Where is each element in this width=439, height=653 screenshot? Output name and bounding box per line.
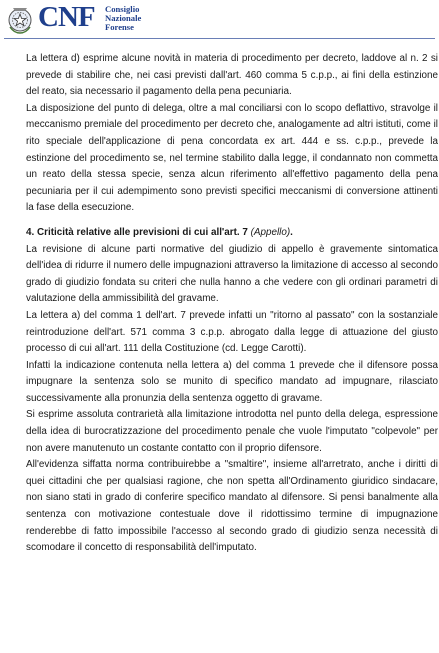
logo-text: CNF — [38, 1, 95, 33]
section-heading — [26, 225, 438, 242]
paragraph: Si esprime assoluta contrarietà alla limitazione introdotta nel punto della delega, espressione della idea di burocratizzazione del procedimento penale che vuole l'imputato "colpevole" per non avere manutenuto un costante contatto con il proprio difensore. — [26, 409, 438, 454]
section-heading-text: 4. Criticità relative alle previsioni di cui all'art. 7 — [26, 226, 248, 238]
paragraph: La disposizione del punto di delega, oltre a mal conciliarsi con lo scopo deflattivo, stravolge il meccanismo premiale del procedimento per decreto che, analogamente ad altri istituti, come il rito speciale dell'applicazione di pena concordata ex art. 444 e ss. c.p.p., prevede la estinzione del procedimento se, nel termine stabilito dalla legge, il condannato non commetta un reato della stessa specie, senza alcun riferimento all'effettivo pagamento della pena pecuniaria per il cui adempimento sono previsti specifici meccanismi di conversione attinenti la fase della esecuzione. — [26, 102, 438, 214]
paragraph: La revisione di alcune parti normative del giudizio di appello è gravemente sintomatica dell'idea di ridurre il numero delle impugnazioni attraverso la limitazione di accesso al secondo grado di giudizio fondata su criteri che nulla hanno a che vedere con gli ordinari parametri di valutazione della ammissibilità del gravame. — [26, 243, 438, 305]
header-divider — [4, 38, 435, 39]
section-heading-end: . — [290, 226, 293, 238]
logo-subtitle-line: Nazionale — [105, 13, 142, 23]
logo-subtitle — [105, 5, 141, 32]
paragraph: Infatti la indicazione contenuta nella lettera a) del comma 1 prevede che il difensore possa impugnare la sentenza solo se munito di specifico mandato ad impugnare, rilasciato successivamente alla pronunzia della sentenza oggetto di gravame. — [26, 359, 438, 404]
page-header — [0, 0, 439, 40]
logo-subtitle-line: Forense — [105, 22, 134, 32]
section-heading-italic: (Appello) — [250, 226, 291, 238]
logo-subtitle-line: Consiglio — [105, 4, 140, 14]
paragraph: La lettera a) del comma 1 dell'art. 7 prevede infatti un "ritorno al passato" con la sostanziale reintroduzione dell'art. 571 comma 3 c.p.p. abrogato dalla legge di attuazione del giusto processo di cui all'art. 111 della Costituzione (cd. Legge Carotti). — [26, 309, 438, 355]
document-body — [26, 51, 438, 557]
paragraph: La lettera d) esprime alcune novità in materia di procedimento per decreto, laddove al n. 2 si prevede di stabilire che, nei casi previsti dall'art. 460 comma 5 c.p.p., ai fini della estinzione del reato, sia necessario il pagamento della pena pecuniaria. — [26, 53, 438, 98]
italian-emblem-icon — [6, 3, 34, 35]
paragraph: All'evidenza siffatta norma contribuirebbe a "smaltire", insieme all'arretrato, anche i diritti di quei cittadini che per qualsiasi ragione, che non spetta all'Ordinamento giuridico sindacare, non siano stati in grado di conferire specifico mandato al difensore. Si pensi banalmente alla sentenza con motivazione contestuale dove il ridottissimo termine di impugnazione renderebbe di fatto impossibile l'accesso al secondo grado di giudizio senza necessità di scomodare il concetto di responsabilità dell'imputato. — [26, 459, 438, 554]
